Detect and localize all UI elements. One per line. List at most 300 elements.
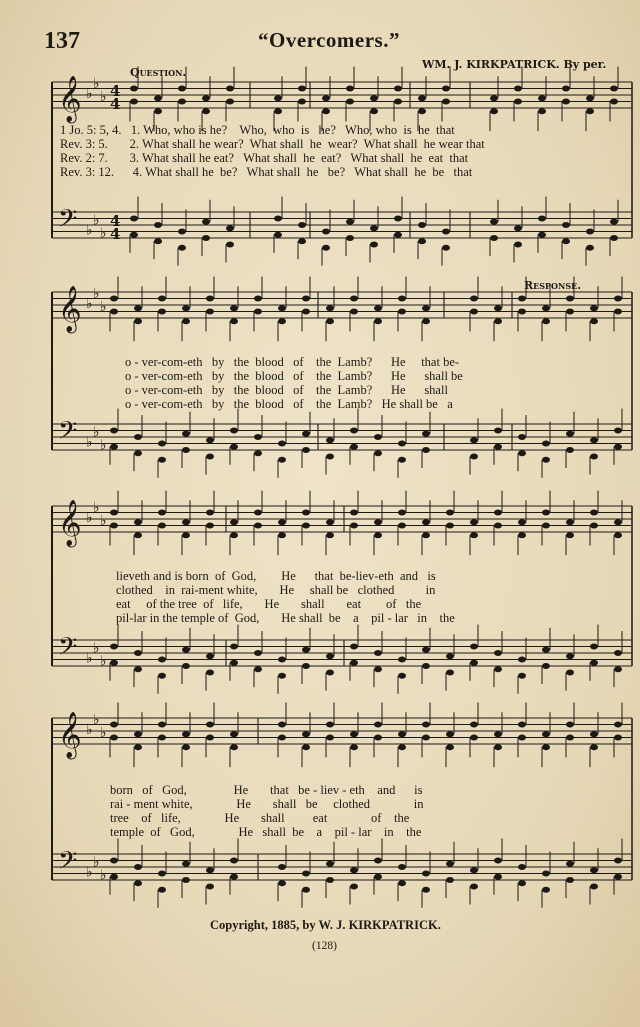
- note-head: [586, 108, 594, 114]
- note-head: [158, 735, 166, 741]
- note-head: [182, 447, 190, 453]
- note-head: [490, 95, 498, 101]
- note-head: [302, 744, 310, 750]
- note-head: [370, 95, 378, 101]
- note-head: [298, 99, 306, 105]
- note-head: [274, 95, 282, 101]
- note-head: [470, 437, 478, 443]
- note-head: [230, 731, 238, 737]
- note-head: [302, 523, 310, 529]
- note-head: [206, 670, 214, 676]
- note-head: [302, 887, 310, 893]
- copyright-notice: Copyright, 1885, by W. J. KIRKPATRICK.: [210, 918, 441, 932]
- note-head: [446, 670, 454, 676]
- note-head: [254, 309, 262, 315]
- verse-line: Rev. 3: 12. 4. What shall he be? What shall he be? What shall he be that: [60, 165, 473, 179]
- note-head: [202, 235, 210, 241]
- note-head: [182, 318, 190, 324]
- note-head: [422, 722, 430, 728]
- note-head: [230, 660, 238, 666]
- flat-sign: ♭: [86, 721, 93, 738]
- note-head: [418, 238, 426, 244]
- note-head: [158, 887, 166, 893]
- note-head: [566, 722, 574, 728]
- note-head: [230, 858, 238, 864]
- note-head: [350, 444, 358, 450]
- note-head: [422, 305, 430, 311]
- note-head: [110, 722, 118, 728]
- note-head: [446, 877, 454, 883]
- note-head: [398, 296, 406, 302]
- note-head: [110, 660, 118, 666]
- note-head: [230, 318, 238, 324]
- note-head: [226, 99, 234, 105]
- verse-line: tree of life, He shall eat of the: [110, 811, 410, 825]
- note-head: [226, 242, 234, 248]
- note-head: [110, 644, 118, 650]
- note-head: [350, 296, 358, 302]
- note-head: [374, 519, 382, 525]
- note-head: [442, 86, 450, 92]
- note-head: [542, 441, 550, 447]
- note-head: [614, 532, 622, 538]
- note-head: [182, 663, 190, 669]
- note-head: [422, 871, 430, 877]
- flat-sign: ♭: [100, 867, 107, 884]
- note-head: [278, 318, 286, 324]
- note-head: [442, 99, 450, 105]
- flat-sign: ♭: [86, 864, 93, 881]
- note-head: [254, 450, 262, 456]
- note-head: [158, 457, 166, 463]
- note-head: [158, 309, 166, 315]
- time-signature: 4: [110, 225, 121, 243]
- note-head: [298, 86, 306, 92]
- note-head: [134, 650, 142, 656]
- note-head: [398, 864, 406, 870]
- note-head: [178, 245, 186, 251]
- note-head: [542, 318, 550, 324]
- note-head: [610, 219, 618, 225]
- note-head: [298, 222, 306, 228]
- note-head: [302, 296, 310, 302]
- note-head: [134, 532, 142, 538]
- note-head: [422, 431, 430, 437]
- note-head: [134, 434, 142, 440]
- note-head: [278, 519, 286, 525]
- note-head: [398, 880, 406, 886]
- note-head: [614, 519, 622, 525]
- flat-sign: ♭: [100, 299, 107, 315]
- note-head: [154, 238, 162, 244]
- verse-line: clothed in rai-ment white, He shall be clothed in: [116, 583, 436, 597]
- note-head: [562, 86, 570, 92]
- note-head: [538, 95, 546, 101]
- note-head: [346, 235, 354, 241]
- note-head: [538, 108, 546, 114]
- note-head: [422, 735, 430, 741]
- note-head: [494, 318, 502, 324]
- note-head: [494, 428, 502, 434]
- note-head: [230, 444, 238, 450]
- note-head: [614, 722, 622, 728]
- hymn-number: 137: [44, 28, 80, 54]
- note-head: [446, 653, 454, 659]
- note-head: [110, 874, 118, 880]
- note-head: [226, 86, 234, 92]
- note-head: [494, 523, 502, 529]
- note-head: [326, 532, 334, 538]
- note-head: [230, 874, 238, 880]
- note-head: [422, 647, 430, 653]
- note-head: [446, 510, 454, 516]
- note-head: [422, 887, 430, 893]
- note-head: [566, 447, 574, 453]
- note-head: [590, 510, 598, 516]
- note-head: [350, 867, 358, 873]
- note-head: [370, 108, 378, 114]
- note-head: [206, 722, 214, 728]
- verse-line: lieveth and is born of God, He that be-liev-eth and is: [116, 569, 436, 583]
- note-head: [614, 874, 622, 880]
- note-head: [542, 647, 550, 653]
- flat-sign: ♭: [100, 725, 107, 741]
- note-head: [614, 666, 622, 672]
- verse-line: eat of the tree of life, He shall eat of the: [116, 597, 422, 611]
- note-head: [398, 744, 406, 750]
- note-head: [614, 858, 622, 864]
- note-head: [206, 510, 214, 516]
- note-head: [302, 309, 310, 315]
- note-head: [610, 86, 618, 92]
- note-head: [374, 722, 382, 728]
- verse-line: born of God, He that be - liev - eth and is: [110, 783, 423, 797]
- note-head: [206, 309, 214, 315]
- note-head: [182, 532, 190, 538]
- note-head: [542, 457, 550, 463]
- note-head: [398, 510, 406, 516]
- note-head: [182, 731, 190, 737]
- note-head: [230, 744, 238, 750]
- note-head: [346, 219, 354, 225]
- flat-sign: ♭: [93, 854, 100, 871]
- note-head: [322, 229, 330, 235]
- verse-line: Rev. 2: 7. 3. What shall he eat? What shall he eat? What shall he eat that: [60, 151, 469, 165]
- note-head: [326, 318, 334, 324]
- note-head: [542, 731, 550, 737]
- note-head: [394, 86, 402, 92]
- note-head: [230, 519, 238, 525]
- verse-line: Rev. 3: 5. 2. What shall he wear? What shall he wear? What shall he wear that: [60, 137, 485, 151]
- note-head: [158, 510, 166, 516]
- note-head: [566, 519, 574, 525]
- note-head: [374, 450, 382, 456]
- note-head: [326, 877, 334, 883]
- note-head: [470, 519, 478, 525]
- note-head: [254, 296, 262, 302]
- note-head: [130, 99, 138, 105]
- note-head: [254, 650, 262, 656]
- note-head: [206, 653, 214, 659]
- note-head: [374, 874, 382, 880]
- note-head: [398, 673, 406, 679]
- note-head: [494, 444, 502, 450]
- note-head: [110, 735, 118, 741]
- note-head: [518, 434, 526, 440]
- note-head: [590, 437, 598, 443]
- note-head: [514, 225, 522, 231]
- note-head: [158, 441, 166, 447]
- note-head: [518, 519, 526, 525]
- verse-line: pil-lar in the temple of God, He shall be a pil - lar in the: [116, 611, 455, 625]
- note-head: [154, 222, 162, 228]
- note-head: [158, 871, 166, 877]
- note-head: [326, 653, 334, 659]
- note-head: [542, 523, 550, 529]
- flat-sign: ♭: [86, 650, 93, 667]
- note-head: [278, 532, 286, 538]
- note-head: [566, 670, 574, 676]
- note-head: [278, 880, 286, 886]
- note-head: [418, 108, 426, 114]
- note-head: [418, 95, 426, 101]
- note-head: [422, 447, 430, 453]
- note-head: [514, 86, 522, 92]
- note-head: [518, 309, 526, 315]
- note-head: [302, 510, 310, 516]
- note-head: [130, 216, 138, 222]
- note-head: [542, 305, 550, 311]
- note-head: [422, 318, 430, 324]
- note-head: [206, 296, 214, 302]
- note-head: [230, 532, 238, 538]
- note-head: [230, 428, 238, 434]
- flat-sign: ♭: [86, 85, 93, 102]
- note-head: [590, 318, 598, 324]
- note-head: [182, 877, 190, 883]
- note-head: [302, 871, 310, 877]
- note-head: [326, 437, 334, 443]
- note-head: [446, 523, 454, 529]
- verse-line: rai - ment white, He shall be clothed in: [110, 797, 424, 811]
- note-head: [374, 858, 382, 864]
- note-head: [154, 108, 162, 114]
- note-head: [590, 731, 598, 737]
- note-head: [254, 434, 262, 440]
- note-head: [610, 235, 618, 241]
- note-head: [254, 666, 262, 672]
- note-head: [274, 216, 282, 222]
- note-head: [394, 216, 402, 222]
- verse-line: temple of God, He shall be a pil - lar in the: [110, 825, 422, 839]
- note-head: [350, 523, 358, 529]
- note-head: [514, 99, 522, 105]
- note-head: [110, 296, 118, 302]
- note-head: [278, 673, 286, 679]
- note-head: [442, 229, 450, 235]
- flat-sign: ♭: [100, 225, 107, 242]
- note-head: [590, 523, 598, 529]
- note-head: [470, 532, 478, 538]
- note-head: [302, 431, 310, 437]
- note-head: [182, 519, 190, 525]
- note-head: [586, 245, 594, 251]
- note-head: [254, 510, 262, 516]
- note-head: [614, 735, 622, 741]
- note-head: [302, 447, 310, 453]
- note-head: [182, 431, 190, 437]
- flat-sign: ♭: [86, 222, 93, 239]
- note-head: [494, 510, 502, 516]
- note-head: [350, 731, 358, 737]
- note-head: [206, 867, 214, 873]
- note-head: [278, 457, 286, 463]
- note-head: [182, 744, 190, 750]
- flat-sign: ♭: [93, 76, 100, 92]
- note-head: [202, 108, 210, 114]
- note-head: [494, 666, 502, 672]
- note-head: [398, 441, 406, 447]
- note-head: [422, 532, 430, 538]
- note-head: [278, 722, 286, 728]
- note-head: [230, 305, 238, 311]
- note-head: [326, 305, 334, 311]
- note-head: [566, 431, 574, 437]
- note-head: [158, 296, 166, 302]
- note-head: [422, 519, 430, 525]
- note-head: [494, 874, 502, 880]
- note-head: [470, 722, 478, 728]
- note-head: [326, 722, 334, 728]
- note-head: [178, 99, 186, 105]
- note-head: [226, 225, 234, 231]
- verse-line: o - ver-com-eth by the blood of the Lamb? He shall: [125, 383, 448, 397]
- note-head: [566, 532, 574, 538]
- note-head: [206, 735, 214, 741]
- note-head: [542, 663, 550, 669]
- note-head: [494, 305, 502, 311]
- flat-sign: ♭: [93, 286, 100, 302]
- note-head: [490, 219, 498, 225]
- flat-sign: ♭: [86, 434, 93, 451]
- note-head: [158, 523, 166, 529]
- note-head: [614, 309, 622, 315]
- note-head: [230, 644, 238, 650]
- note-head: [374, 735, 382, 741]
- flat-sign: ♭: [86, 295, 93, 312]
- note-head: [326, 670, 334, 676]
- note-head: [494, 858, 502, 864]
- note-head: [110, 444, 118, 450]
- note-head: [350, 644, 358, 650]
- note-head: [110, 510, 118, 516]
- page-number: (128): [312, 940, 337, 952]
- note-head: [590, 884, 598, 890]
- note-head: [562, 238, 570, 244]
- note-head: [566, 309, 574, 315]
- note-head: [518, 657, 526, 663]
- note-head: [374, 305, 382, 311]
- note-head: [566, 735, 574, 741]
- note-head: [470, 454, 478, 460]
- note-head: [178, 86, 186, 92]
- time-signature: 4: [110, 95, 121, 113]
- note-head: [350, 744, 358, 750]
- note-head: [206, 523, 214, 529]
- note-head: [206, 437, 214, 443]
- note-head: [274, 108, 282, 114]
- note-head: [374, 666, 382, 672]
- note-head: [346, 86, 354, 92]
- hymn-title: “Overcomers.”: [258, 28, 400, 52]
- note-head: [178, 229, 186, 235]
- note-head: [278, 657, 286, 663]
- note-head: [130, 232, 138, 238]
- note-head: [470, 644, 478, 650]
- note-head: [566, 877, 574, 883]
- note-head: [490, 235, 498, 241]
- note-head: [322, 95, 330, 101]
- note-head: [254, 523, 262, 529]
- note-head: [274, 232, 282, 238]
- note-head: [206, 884, 214, 890]
- flat-sign: ♭: [100, 437, 107, 454]
- note-head: [350, 428, 358, 434]
- note-head: [398, 523, 406, 529]
- bass-clef: 𝄢: [58, 416, 78, 452]
- note-head: [590, 305, 598, 311]
- note-head: [470, 884, 478, 890]
- note-head: [494, 650, 502, 656]
- note-head: [398, 457, 406, 463]
- note-head: [322, 245, 330, 251]
- note-head: [346, 99, 354, 105]
- note-head: [350, 884, 358, 890]
- note-head: [158, 657, 166, 663]
- note-head: [614, 650, 622, 656]
- time-signature: 4: [110, 212, 121, 230]
- note-head: [610, 99, 618, 105]
- note-head: [110, 523, 118, 529]
- note-head: [542, 871, 550, 877]
- note-head: [518, 450, 526, 456]
- flat-sign: ♭: [93, 640, 100, 657]
- note-head: [566, 296, 574, 302]
- note-head: [538, 216, 546, 222]
- note-head: [614, 428, 622, 434]
- bass-clef: 𝄢: [58, 204, 78, 240]
- note-head: [134, 880, 142, 886]
- note-head: [514, 242, 522, 248]
- note-head: [350, 510, 358, 516]
- note-head: [518, 722, 526, 728]
- verse-line: o - ver-com-eth by the blood of the Lamb? He that be-: [125, 355, 460, 369]
- note-head: [542, 887, 550, 893]
- note-head: [110, 428, 118, 434]
- note-head: [134, 744, 142, 750]
- flat-sign: ♭: [100, 89, 107, 105]
- note-head: [470, 660, 478, 666]
- flat-sign: ♭: [100, 513, 107, 529]
- note-head: [590, 867, 598, 873]
- note-head: [134, 450, 142, 456]
- note-head: [518, 880, 526, 886]
- note-head: [394, 232, 402, 238]
- note-head: [302, 663, 310, 669]
- note-head: [370, 242, 378, 248]
- note-head: [182, 861, 190, 867]
- note-head: [350, 660, 358, 666]
